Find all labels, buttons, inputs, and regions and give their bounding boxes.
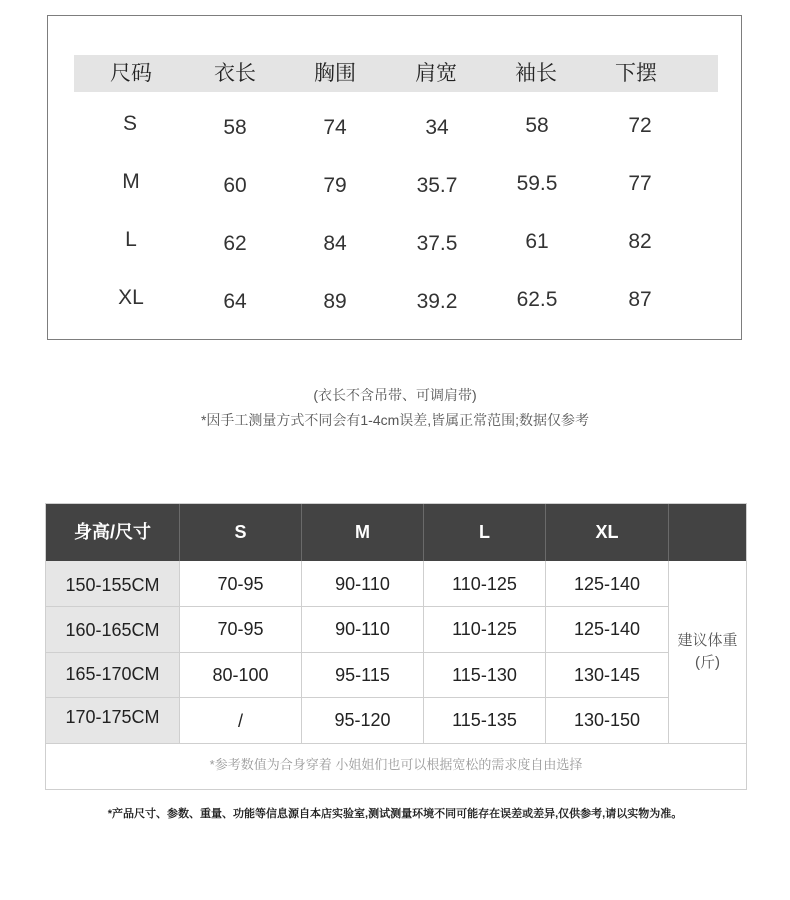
size-header-hem: 下摆 xyxy=(615,62,657,85)
header-divider xyxy=(668,504,669,561)
header-divider xyxy=(301,504,302,561)
size-cell: 64 xyxy=(223,290,247,313)
weight-cell: 70-95 xyxy=(217,574,264,594)
size-cell: 59.5 xyxy=(516,172,558,195)
weight-cell: 125-140 xyxy=(573,619,641,639)
size-header-chest: 胸围 xyxy=(314,62,356,85)
size-cell: 58 xyxy=(525,114,549,137)
suggested-weight-label-text: 建议体重 xyxy=(677,632,738,649)
size-cell: 72 xyxy=(628,114,652,137)
size-header-size: 尺码 xyxy=(110,62,152,85)
size-cell: 79 xyxy=(323,174,347,197)
weight-cell: 95-120 xyxy=(334,710,391,730)
weight-cell: 125-140 xyxy=(573,574,641,594)
size-header-shoulder: 肩宽 xyxy=(415,62,457,85)
weight-cell: / xyxy=(237,711,243,731)
suggested-weight-unit: (斤) xyxy=(695,654,720,671)
size-cell: 39.2 xyxy=(416,290,458,313)
size-cell: M xyxy=(122,170,140,193)
header-divider xyxy=(423,504,424,561)
row-divider xyxy=(46,606,668,607)
weight-cell: 130-150 xyxy=(573,710,641,730)
measurement-note-2: *因手工测量方式不同会有1-4cm误差,皆属正常范围;数据仅参考 xyxy=(200,412,590,428)
size-cell: 62.5 xyxy=(516,288,558,311)
weight-row-height: 150-155CM xyxy=(65,575,160,595)
size-cell: S xyxy=(122,112,137,135)
size-cell: 89 xyxy=(323,290,347,313)
weight-cell: 90-110 xyxy=(335,574,390,594)
size-cell: 62 xyxy=(223,232,247,255)
weight-header-m: M xyxy=(355,522,370,542)
suggested-weight-label xyxy=(669,561,746,743)
measurement-note-1: (衣长不含吊带、可调肩带) xyxy=(313,387,477,403)
size-cell: L xyxy=(125,228,137,251)
weight-cell: 115-135 xyxy=(452,710,517,730)
weight-chart-footnote: *参考数值为合身穿着 小姐姐们也可以根据宽松的需求度自由选择 xyxy=(209,757,583,772)
size-cell: 37.5 xyxy=(416,232,458,255)
size-cell: 60 xyxy=(223,174,247,197)
size-header-sleeve: 袖长 xyxy=(515,62,557,85)
size-cell: 61 xyxy=(525,230,549,253)
size-cell: 35.7 xyxy=(416,174,458,197)
weight-header-xl: XL xyxy=(595,522,619,542)
size-cell: 82 xyxy=(628,230,652,253)
weight-row-height: 170-175CM xyxy=(65,707,160,727)
weight-cell: 130-145 xyxy=(573,665,641,685)
size-cell: XL xyxy=(118,286,144,309)
header-divider xyxy=(179,504,180,561)
size-cell: 74 xyxy=(323,116,347,139)
size-cell: 58 xyxy=(223,116,247,139)
size-cell: 34 xyxy=(425,116,449,139)
weight-cell: 90-110 xyxy=(335,619,390,639)
weight-cell: 70-95 xyxy=(217,619,264,639)
product-disclaimer: *产品尺寸、参数、重量、功能等信息源自本店实验室,测试测量环境不同可能存在误差或差异,仅供参考,请以实物为准。 xyxy=(107,808,683,820)
weight-header-height: 身高/尺寸 xyxy=(73,522,151,542)
size-cell: 77 xyxy=(628,172,652,195)
weight-cell: 95-115 xyxy=(335,665,390,685)
row-divider xyxy=(46,743,746,744)
weight-cell: 115-130 xyxy=(452,665,517,685)
weight-row-height: 165-170CM xyxy=(65,664,160,684)
size-cell: 84 xyxy=(323,232,347,255)
row-divider xyxy=(46,697,668,698)
weight-cell: 110-125 xyxy=(452,619,517,639)
weight-chart-table xyxy=(45,503,747,790)
weight-row-height: 160-165CM xyxy=(65,620,160,640)
header-divider xyxy=(545,504,546,561)
size-chart-table xyxy=(47,15,742,340)
weight-cell: 110-125 xyxy=(452,574,517,594)
weight-header-l: L xyxy=(479,522,490,542)
weight-header-s: S xyxy=(234,522,247,542)
row-divider xyxy=(46,652,668,653)
weight-cell: 80-100 xyxy=(212,665,269,685)
size-header-length: 衣长 xyxy=(214,62,256,85)
size-cell: 87 xyxy=(628,288,652,311)
